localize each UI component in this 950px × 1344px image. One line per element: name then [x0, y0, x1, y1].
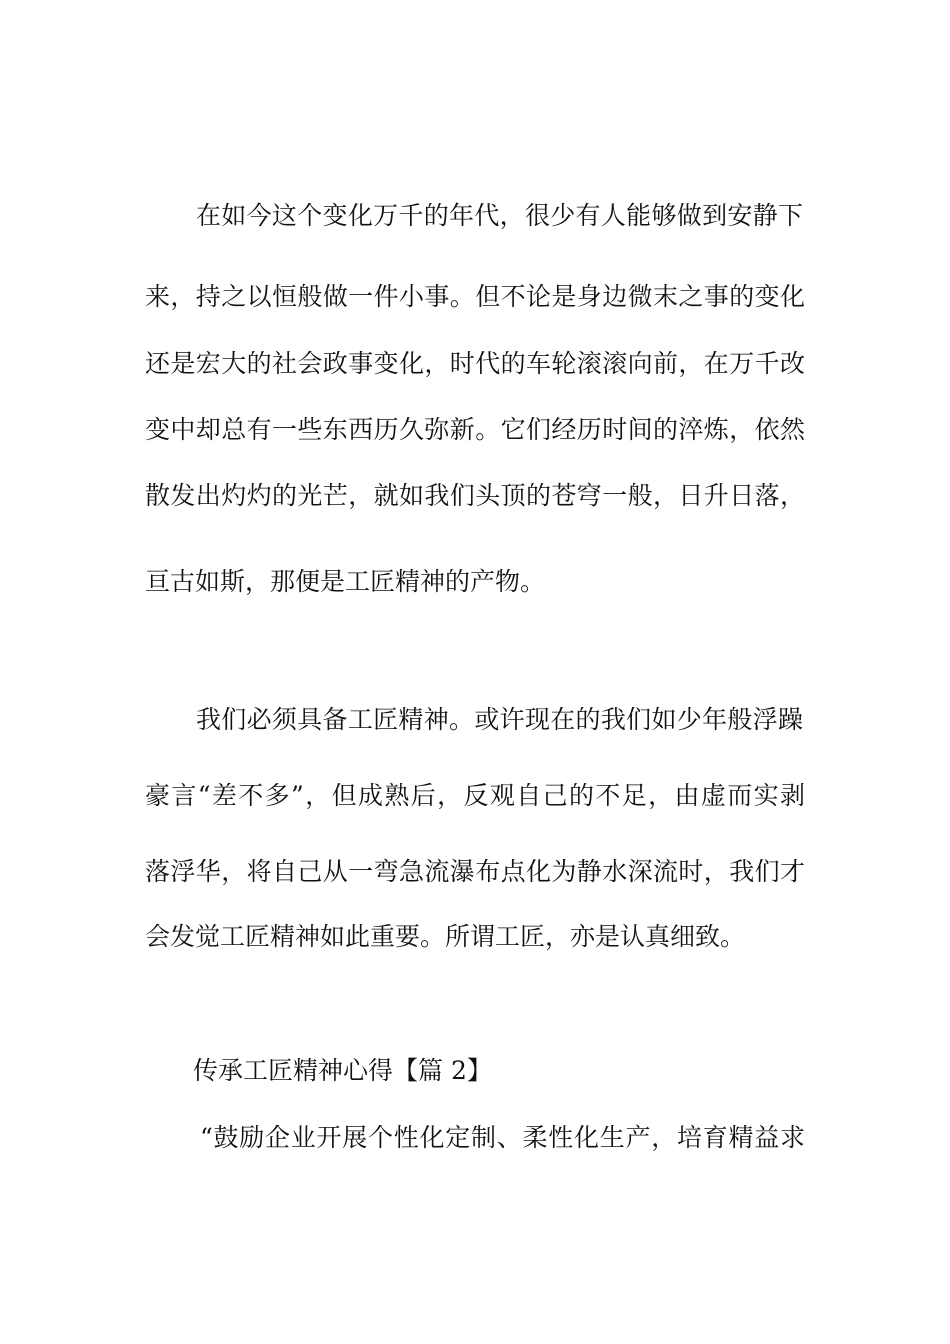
section-heading: 传承工匠精神心得【篇 2】 — [193, 1056, 492, 1085]
paragraph-2-line-3: 落浮华，将自己从一弯急流瀑布点化为静水深流时，我们才 — [145, 857, 805, 886]
paragraph-1-line-2: 来，持之以恒般做一件小事。但不论是身边微末之事的变化 — [145, 282, 805, 311]
paragraph-1-line-5: 散发出灼灼的光芒，就如我们头顶的苍穹一般，日升日落， — [145, 481, 805, 510]
paragraph-1-line-3: 还是宏大的社会政事变化，时代的车轮滚滚向前，在万千改 — [145, 349, 805, 378]
paragraph-2-line-1: 我们必须具备工匠精神。或许现在的我们如少年般浮躁 — [196, 705, 803, 734]
paragraph-1-line-6: 亘古如斯，那便是工匠精神的产物。 — [145, 567, 546, 596]
paragraph-1-line-1: 在如今这个变化万千的年代，很少有人能够做到安静下 — [196, 201, 803, 230]
paragraph-3-line-1: “鼓励企业开展个性化定制、柔性化生产，培育精益求 — [200, 1123, 805, 1152]
paragraph-1-line-4: 变中却总有一些东西历久弥新。它们经历时间的淬炼，依然 — [145, 415, 805, 444]
paragraph-2-line-2: 豪言“差不多”，但成熟后，反观自己的不足，由虚而实剥 — [145, 781, 805, 810]
paragraph-2-line-4: 会发觉工匠精神如此重要。所谓工匠，亦是认真细致。 — [145, 922, 746, 951]
